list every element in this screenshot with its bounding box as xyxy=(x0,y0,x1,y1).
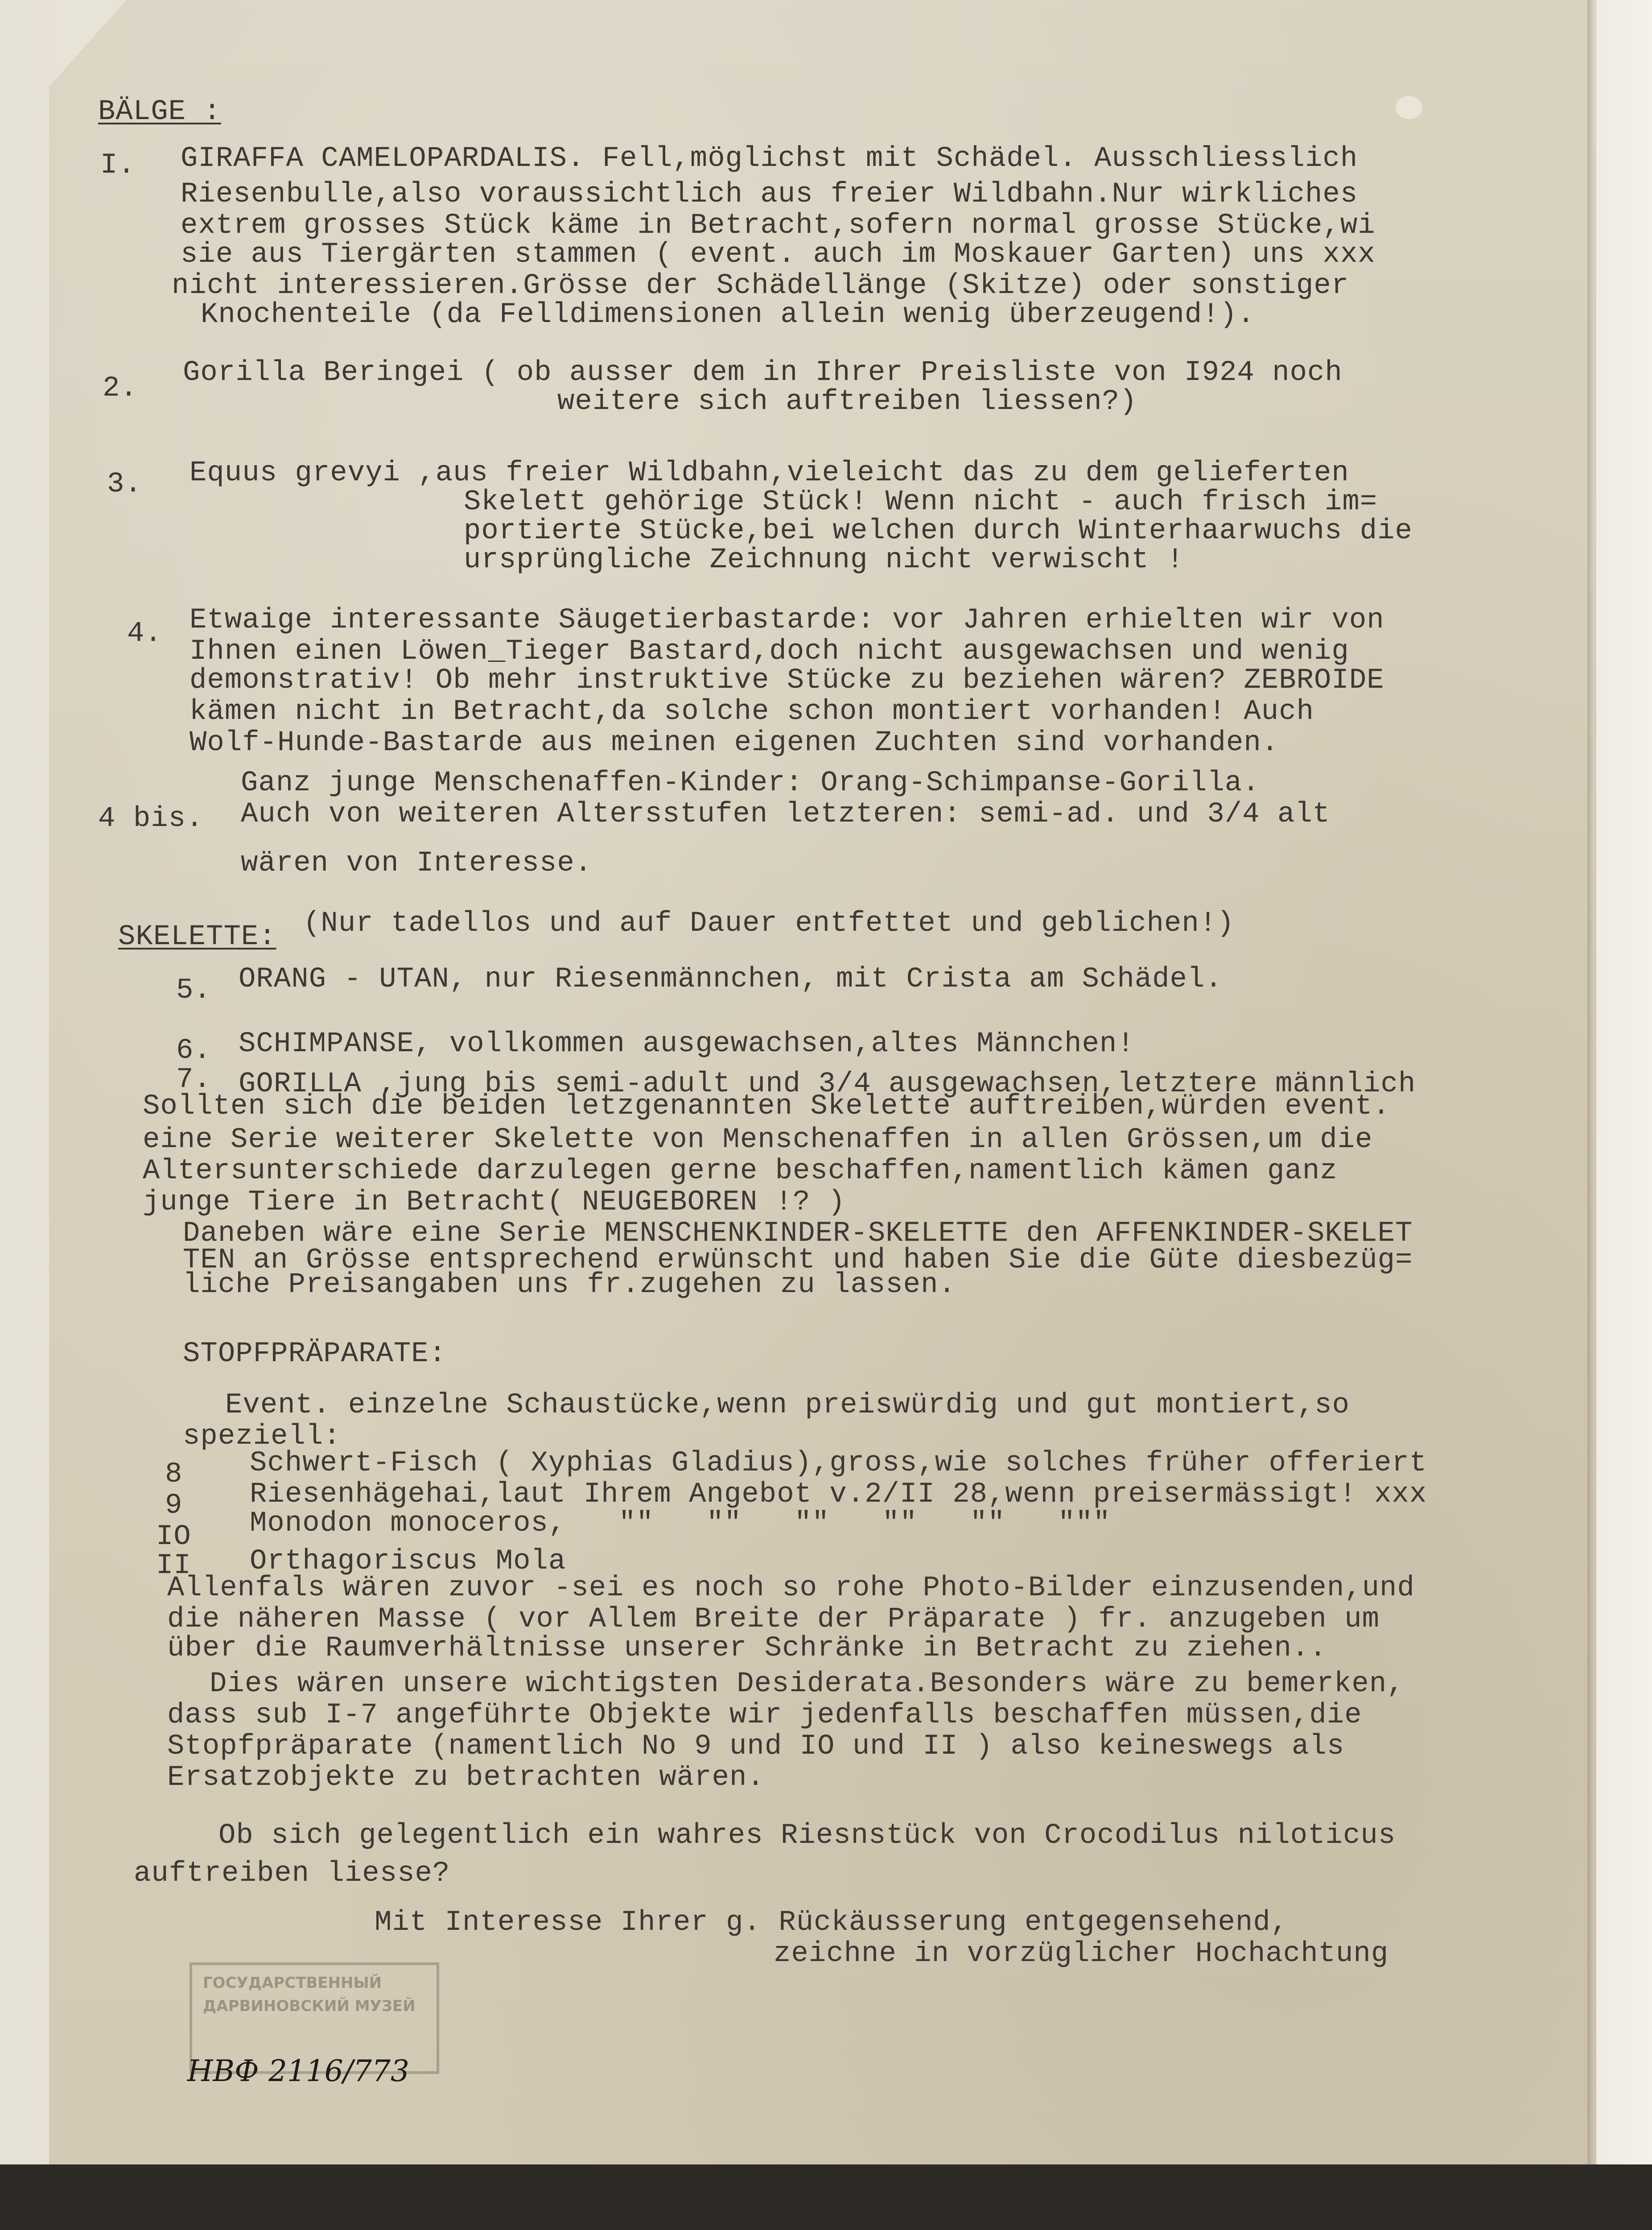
item-1-line-6: Knochenteile (da Felldimensionen allein wenig überzeugend!). xyxy=(201,299,1255,331)
stopf-para-line-5: dass sub I-7 angeführte Objekte wir jedenfalls beschaffen müssen,die xyxy=(167,1699,1362,1731)
stopf-para-line-3: über die Raumverhältnisse unserer Schränke in Betracht zu ziehen.. xyxy=(167,1632,1327,1664)
item-1-line-1: GIRAFFA CAMELOPARDALIS. Fell,möglichst mit Schädel. Ausschliesslich xyxy=(181,143,1358,175)
stopf-intro-line-1: Event. einzelne Schaustücke,wenn preiswürdig und gut montiert,so xyxy=(225,1389,1350,1421)
stopf-intro-line-2: speziell: xyxy=(183,1421,341,1453)
stopf-para-line-1: Allenfals wären zuvor -sei es noch so rohe Photo-Bilder einzusenden,und xyxy=(167,1572,1415,1604)
item-4bis-number: 4 bis. xyxy=(98,803,204,835)
item-1-line-2: Riesenbulle,also voraussichtlich aus freier Wildbahn.Nur wirkliches xyxy=(181,178,1358,211)
stopf-para-line-2: die näheren Masse ( vor Allem Breite der Präparate ) fr. anzugeben um xyxy=(167,1603,1380,1635)
skelette-para-line-2: eine Serie weiterer Skelette von Menschenaffen in allen Grössen,um die xyxy=(143,1124,1373,1156)
archive-number: НВФ 2116/773 xyxy=(187,2054,409,2088)
croc-para-line-1: Ob sich gelegentlich ein wahres Riesnstück von Crocodilus niloticus xyxy=(218,1820,1396,1852)
item-6-text: SCHIMPANSE, vollkommen ausgewachsen,altes Männchen! xyxy=(239,1028,1135,1060)
stopf-para-line-4: Dies wären unsere wichtigsten Desiderata.Besonders wäre zu bemerken, xyxy=(210,1668,1405,1700)
item-4bis-line-1: Ganz junge Menschenaffen-Kinder: Orang-Schimpanse-Gorilla. xyxy=(241,767,1260,799)
item-8-text: Schwert-Fisch ( Xyphias Gladius),gross,wie solches früher offeriert xyxy=(250,1447,1427,1479)
item-11-text: Orthagoriscus Mola xyxy=(250,1545,566,1578)
item-11-number: II xyxy=(156,1550,191,1582)
closing-line-1: Mit Interesse Ihrer g. Rückäusserung entgegensehend, xyxy=(375,1907,1289,1939)
skelette-para-line-3: Altersunterschiede darzulegen gerne beschaffen,namentlich kämen ganz xyxy=(143,1155,1338,1187)
skelette-para-line-1: Sollten sich die beiden letzgenannten Skelette auftreiben,würden event. xyxy=(143,1090,1390,1123)
item-1-line-5: nicht interessieren.Grösse der Schädellänge (Skitze) oder sonstiger xyxy=(172,270,1349,302)
item-9-number: 9 xyxy=(165,1490,183,1522)
item-3-line-4: ursprüngliche Zeichnung nicht verwischt ! xyxy=(464,544,1184,576)
item-4bis-line-2: Auch von weiteren Altersstufen letzteren: semi-ad. und 3/4 alt xyxy=(241,798,1331,830)
closing-line-2: zeichne in vorzüglicher Hochachtung xyxy=(774,1938,1389,1970)
item-2-number: 2. xyxy=(103,372,138,405)
item-1-number: I. xyxy=(100,149,136,182)
item-3-line-1: Equus grevyi ,aus freier Wildbahn,vieleicht das zu dem gelieferten xyxy=(190,457,1349,489)
paper-tear xyxy=(1396,96,1422,119)
item-4-line-5: Wolf-Hunde-Bastarde aus meinen eigenen Zuchten sind vorhanden. xyxy=(190,727,1279,759)
skelette-para-line-4: junge Tiere in Betracht( NEUGEBOREN !? ) xyxy=(143,1186,846,1218)
item-3-line-3: portierte Stücke,bei welchen durch Winterhaarwuchs die xyxy=(464,515,1413,547)
item-4-line-3: demonstrativ! Ob mehr instruktive Stücke zu beziehen wären? ZEBROIDE xyxy=(190,665,1384,697)
heading-stopfpraeparate: STOPFPRÄPARATE: xyxy=(183,1338,447,1370)
item-2-line-1: Gorilla Beringei ( ob ausser dem in Ihrer Preisliste von I924 noch xyxy=(183,357,1343,389)
item-3-number: 3. xyxy=(107,468,142,500)
skelette-note: (Nur tadellos und auf Dauer entfettet und geblichen!) xyxy=(303,908,1235,940)
skelette-para-line-5: Daneben wäre eine Serie MENSCHENKINDER-SKELETTE den AFFENKINDER-SKELET xyxy=(183,1218,1413,1250)
stamp-line-1: ГОСУДАРСТВЕННЫЙ xyxy=(203,1974,382,1992)
item-4bis-line-3: wären von Interesse. xyxy=(241,847,593,880)
stopf-para-line-6: Stopfpräparate (namentlich No 9 und IO und II ) also keineswegs als xyxy=(167,1730,1345,1763)
heading-skelette: SKELETTE: xyxy=(118,921,276,953)
item-2-line-2: weitere sich auftreiben liessen?) xyxy=(557,386,1137,418)
item-10-number: IO xyxy=(156,1521,191,1553)
item-5-number: 5. xyxy=(176,975,211,1007)
item-4-line-1: Etwaige interessante Säugetierbastarde: vor Jahren erhielten wir von xyxy=(190,604,1384,636)
item-1-line-3: extrem grosses Stück käme in Betracht,sofern normal grosse Stücke,wi xyxy=(181,210,1376,242)
item-10-text: Monodon monoceros, "" "" "" "" "" """ xyxy=(250,1507,1111,1540)
item-9-text: Riesenhägehai,laut Ihrem Angebot v.2/II 28,wenn preisermässigt! xxx xyxy=(250,1478,1427,1511)
skelette-para-line-7: liche Preisangaben uns fr.zugehen zu lassen. xyxy=(183,1269,956,1301)
item-4-line-4: kämen nicht in Betracht,da solche schon montiert vorhanden! Auch xyxy=(190,696,1314,728)
item-3-line-2: Skelett gehörige Stück! Wenn nicht - auch frisch im= xyxy=(464,486,1378,518)
item-6-number: 6. xyxy=(176,1035,211,1067)
item-1-line-4: sie aus Tiergärten stammen ( event. auch im Moskauer Garten) uns xxx xyxy=(181,239,1376,271)
page-shadow xyxy=(1587,0,1594,2164)
item-8-number: 8 xyxy=(165,1458,183,1491)
heading-baelge: BÄLGE : xyxy=(98,96,221,128)
item-4-line-2: Ihnen einen Löwen_Tieger Bastard,doch nicht ausgewachsen und wenig xyxy=(190,636,1349,668)
stamp-line-2: ДАРВИНОВСКИЙ МУЗЕЙ xyxy=(203,1997,416,2015)
stopf-para-line-7: Ersatzobjekte zu betrachten wären. xyxy=(167,1762,765,1794)
item-4-number: 4. xyxy=(127,618,162,650)
item-7-text: GORILLA ,jung bis semi-adult und 3/4 ausgewachsen,letztere männlich xyxy=(239,1068,1416,1100)
skelette-para-line-6: TEN an Grösse entsprechend erwünscht und haben Sie die Güte diesbezüg= xyxy=(183,1244,1413,1276)
item-5-text: ORANG - UTAN, nur Riesenmännchen, mit Crista am Schädel. xyxy=(239,963,1223,995)
croc-para-line-2: auftreiben liesse? xyxy=(134,1858,450,1890)
item-7-number: 7. xyxy=(176,1064,211,1096)
